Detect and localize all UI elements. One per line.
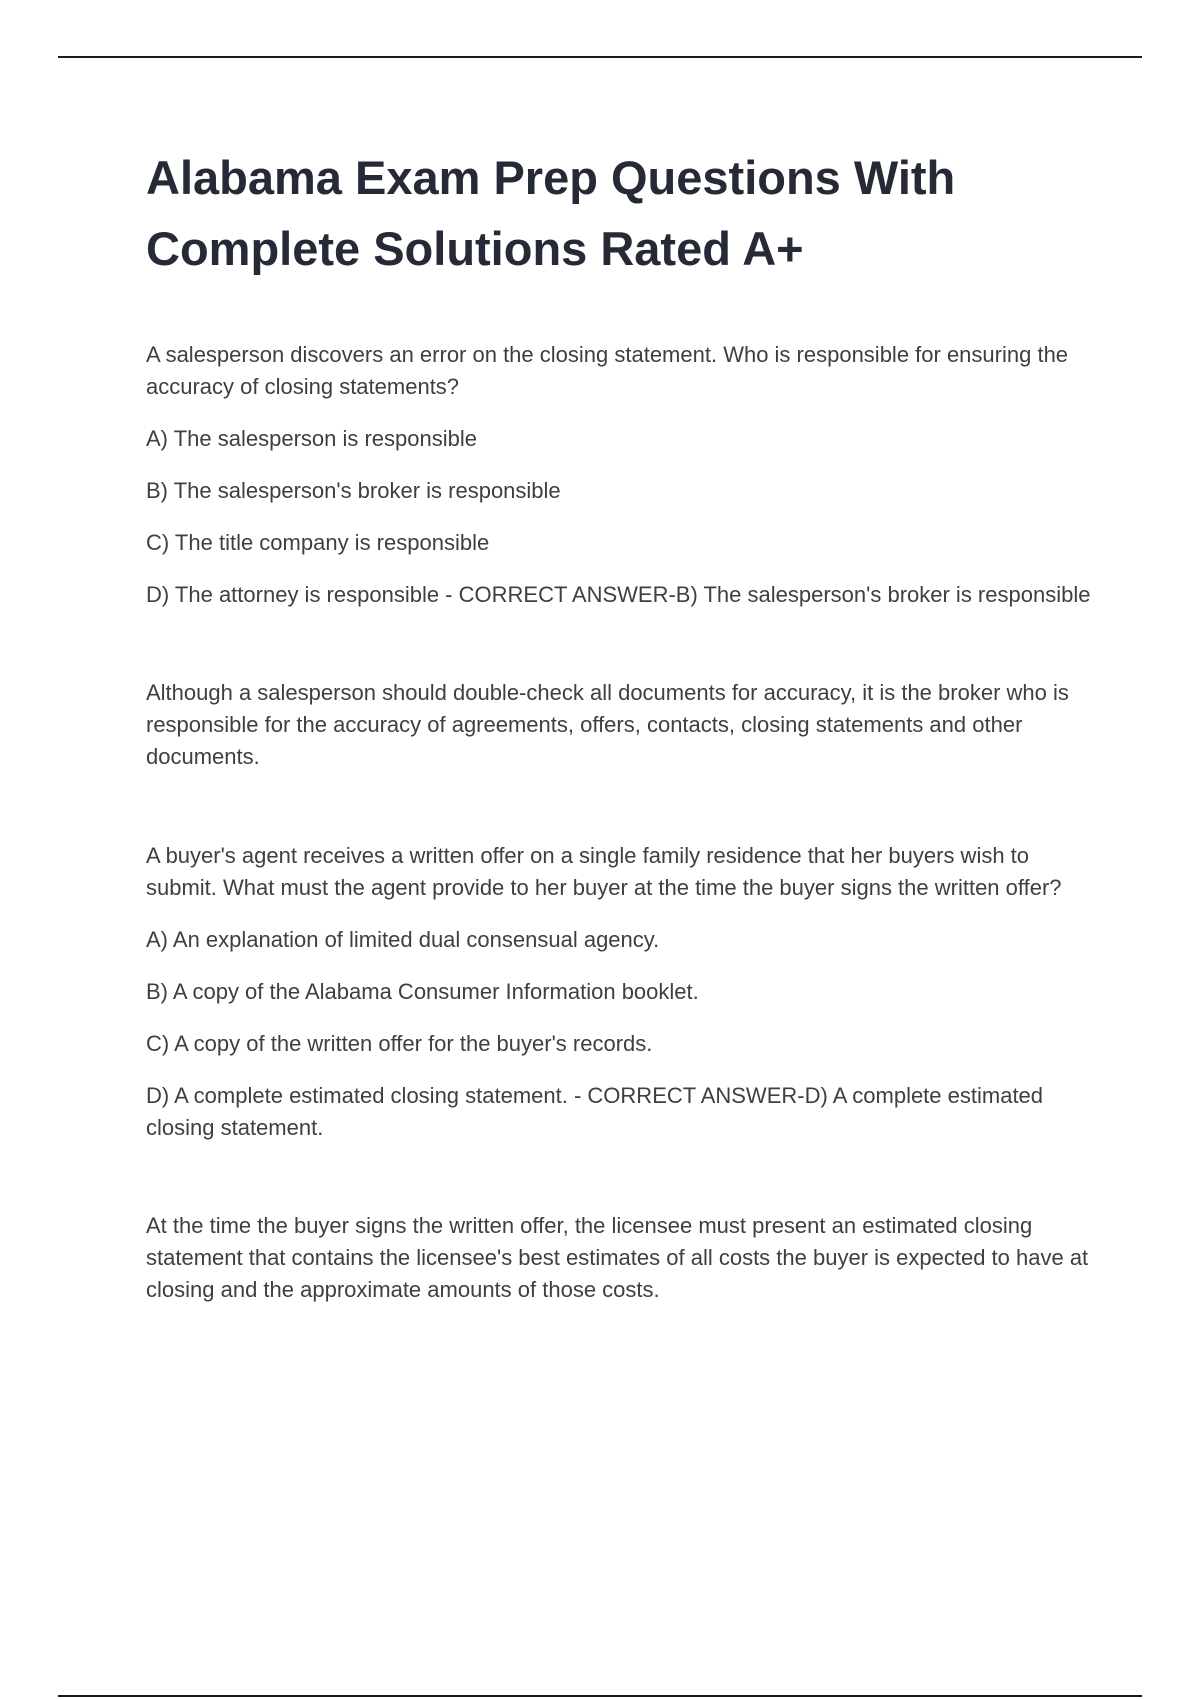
question-1-text: A salesperson discovers an error on the closing statement. Who is responsible for ensuring the accuracy of closing statements? — [146, 342, 1069, 399]
question-2-option-d-answer: D) A complete estimated closing statement. - CORRECT ANSWER-D) A complete estimated closing statement. — [146, 1083, 1044, 1140]
question-2-option-a: A) An explanation of limited dual consensual agency. — [146, 927, 660, 952]
document-body — [146, 142, 1096, 1306]
question-2-text: A buyer's agent receives a written offer on a single family residence that her buyers wish to submit. What must the agent provide to her buyer at the time the buyer signs the written offer? — [146, 843, 1062, 900]
question-2-option-c: C) A copy of the written offer for the buyer's records. — [146, 1031, 653, 1056]
question-2-option-b: B) A copy of the Alabama Consumer Information booklet. — [146, 979, 699, 1004]
top-rule — [58, 56, 1142, 58]
document-title: Alabama Exam Prep Questions With Complete Solutions Rated A+ — [146, 151, 956, 275]
question-2-explanation: At the time the buyer signs the written offer, the licensee must present an estimated closing statement that contains the licensee's best estimates of all costs the buyer is expected to have at closing and the approximate amounts of those costs. — [146, 1213, 1089, 1302]
bottom-rule — [58, 1695, 1142, 1697]
question-1-explanation: Although a salesperson should double-check all documents for accuracy, it is the broker who is responsible for the accuracy of agreements, offers, contacts, closing statements and other documents. — [146, 680, 1069, 769]
question-1-option-a: A) The salesperson is responsible — [146, 426, 477, 451]
question-1-option-d-answer: D) The attorney is responsible - CORRECT ANSWER-B) The salesperson's broker is responsible — [146, 582, 1091, 607]
question-1-option-b: B) The salesperson's broker is responsible — [146, 478, 561, 503]
question-1-option-c: C) The title company is responsible — [146, 530, 490, 555]
